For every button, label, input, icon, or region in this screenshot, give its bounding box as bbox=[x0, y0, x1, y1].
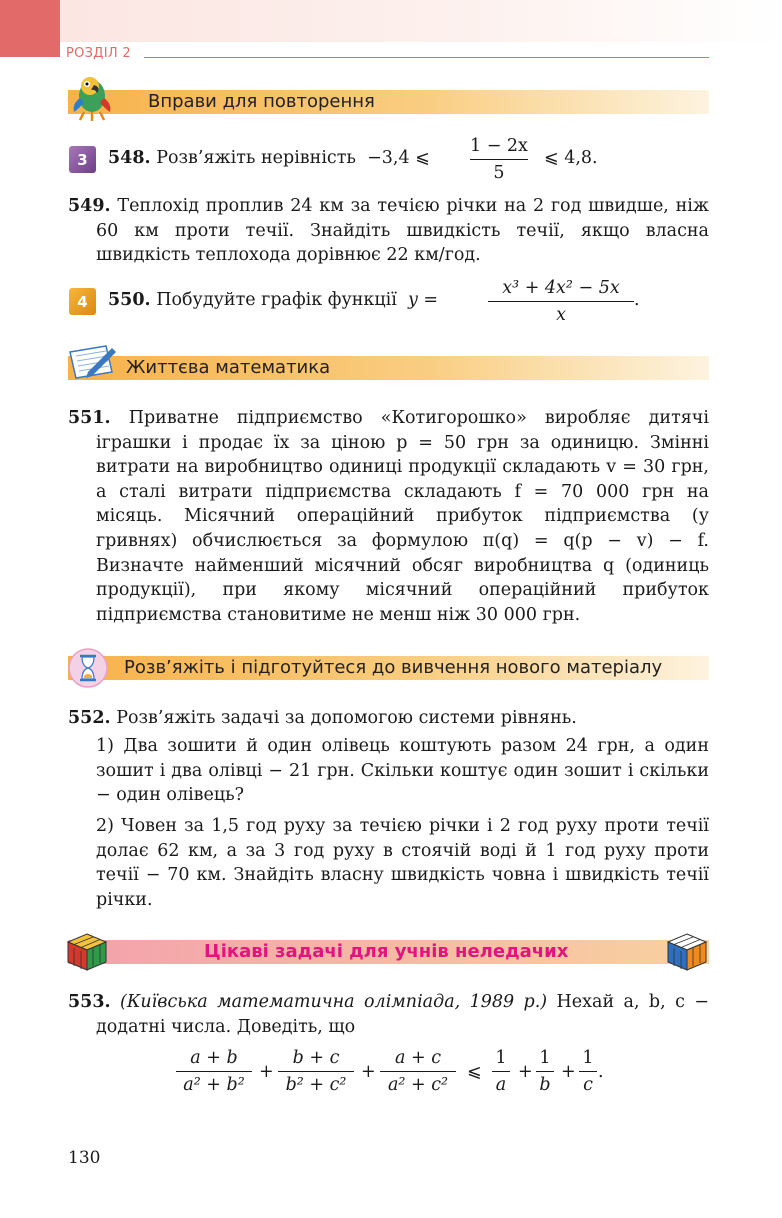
exercise-551: 551. Приватне підприємство «Котигорошко» виробляє дитячі іграшки і продає їх за ціною p = 50 грн за одиницю. Змінні витрати на виробництво одиниці продукції складають v = 30 грн, а сталі витрати підприємства складають f = 70 000 грн на місяць. Місячний операційний прибуток підприємства (у гривнях) обчислюється за формулою π(q) = q(p − v) − f. Визначте найменший місячний обсяг виробництва q (одиниць продукції), при якому місячний операційний прибуток підприємства становитиме не менш ніж 30 000 грн. bbox=[68, 408, 709, 625]
parrot-icon bbox=[66, 72, 118, 124]
corner-tab bbox=[0, 0, 60, 57]
section-title-prepare: Розв’яжіть і підготуйтеся до вивчення нового матеріалу bbox=[124, 657, 663, 678]
plus-sign-2: + bbox=[361, 1062, 376, 1082]
exercise-552-part2: 2) Човен за 1,5 год руху за течією річки і 2 год руху проти течії долає 62 км, а за 3 год руху в стоячій воді й 1 год руху проти течії − 70 км. Знайдіть власну швидкість човна і швидкість течії річки. bbox=[96, 816, 709, 910]
section-title-life-math: Життєва математика bbox=[126, 357, 331, 378]
inequality-fraction-2: b + c b² + c² bbox=[278, 1048, 354, 1095]
difficulty-badge-550: 4 bbox=[69, 288, 96, 315]
exercise-550-text: 550. Побудуйте графік функції y = bbox=[108, 290, 439, 310]
exercise-549: 549. Теплохід проплив 24 км за течією річки на 2 год швидше, ніж 60 км проти течії. Знайдіть швидкість течії, якщо власна швидкість теплохода дорівнює 22 км/год. bbox=[68, 196, 709, 266]
page-number: 130 bbox=[68, 1148, 101, 1168]
chapter-rule bbox=[144, 57, 709, 58]
inequality-fraction-3: a + c a² + c² bbox=[380, 1048, 456, 1095]
inequality-end: . bbox=[598, 1062, 604, 1082]
difficulty-badge-548: 3 bbox=[69, 146, 96, 173]
hourglass-icon bbox=[68, 648, 108, 688]
exercise-548-right: ⩽ 4,8. bbox=[544, 148, 598, 168]
exercise-548-fraction: 1 − 2x 5 bbox=[470, 136, 528, 183]
top-band bbox=[0, 0, 782, 42]
plus-sign-3: + bbox=[518, 1062, 533, 1082]
exercise-550-end: . bbox=[634, 290, 640, 310]
chapter-label: РОЗДІЛ 2 bbox=[66, 46, 131, 61]
plus-sign-4: + bbox=[561, 1062, 576, 1082]
rubiks-cube-icon-right bbox=[666, 932, 708, 972]
leq-sign: ⩽ bbox=[467, 1062, 482, 1082]
exercise-552-part1: 1) Два зошити й один олівець коштують разом 24 грн, а один зошит і два олівці − 21 грн. Скільки коштує один зошит і скільки − один олівець? bbox=[96, 736, 709, 806]
exercise-548-text: 548. Розв’яжіть нерівність −3,4 ⩽ bbox=[108, 148, 430, 168]
exercise-553: 553. (Київська математична олімпіада, 1989 р.) Нехай a, b, c − додатні числа. Доведіть, що bbox=[68, 992, 709, 1037]
reciprocal-c: 1 c bbox=[579, 1048, 597, 1095]
exercise-550-fraction: x³ + 4x² − 5x x bbox=[488, 278, 634, 325]
plus-sign-1: + bbox=[259, 1062, 274, 1082]
reciprocal-b: 1 b bbox=[536, 1048, 554, 1095]
rubiks-cube-icon bbox=[66, 932, 108, 972]
notebook-pencil-icon bbox=[66, 342, 118, 382]
inequality-fraction-1: a + b a² + b² bbox=[176, 1048, 252, 1095]
reciprocal-a: 1 a bbox=[492, 1048, 510, 1095]
exercise-552: 552. Розв’яжіть задачі за допомогою системи рівнянь. bbox=[68, 708, 577, 728]
section-title-review: Вправи для повторення bbox=[148, 91, 375, 112]
section-title-interesting: Цікаві задачі для учнів неледачих bbox=[204, 941, 569, 962]
